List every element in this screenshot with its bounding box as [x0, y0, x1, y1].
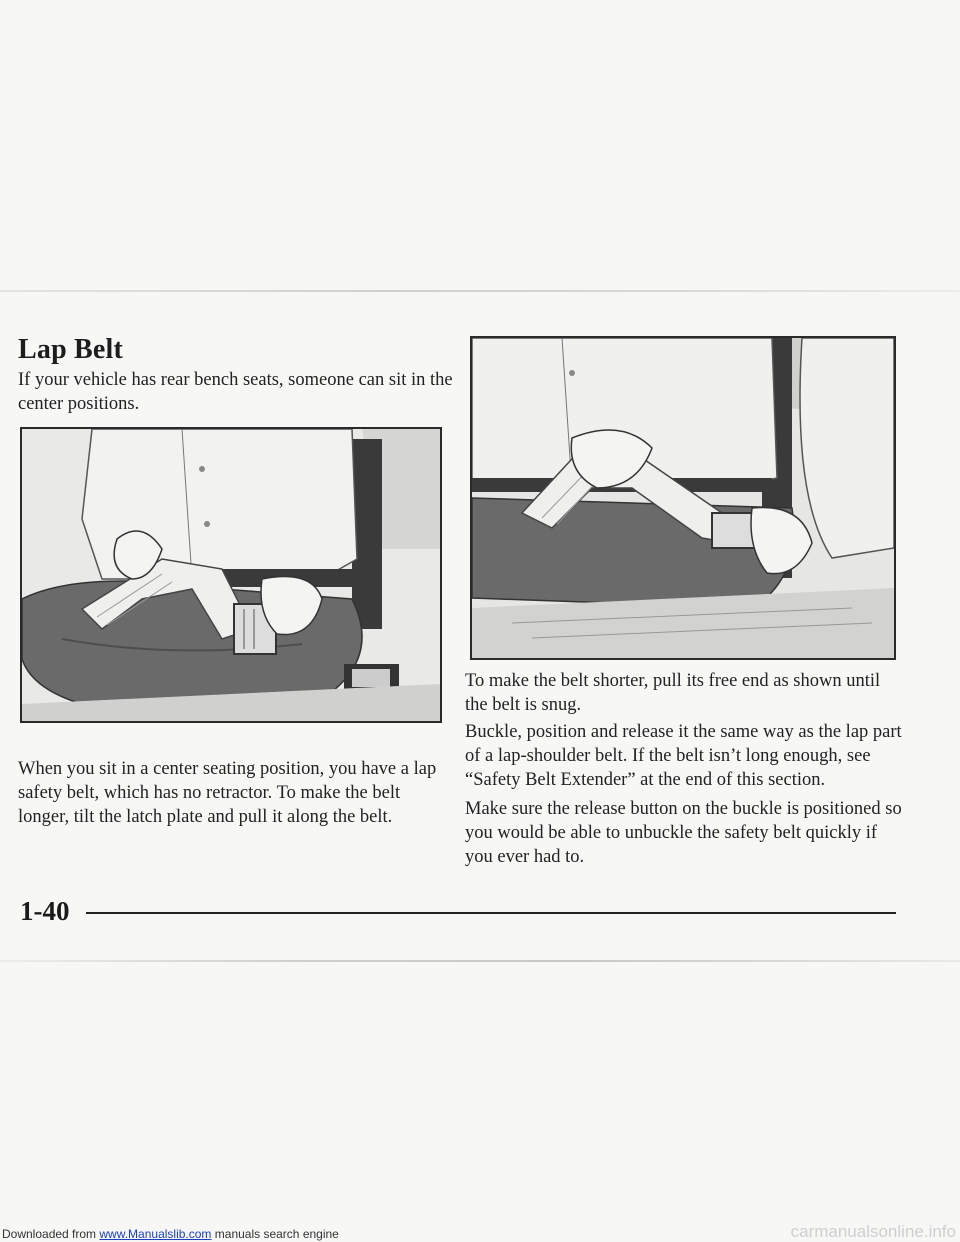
lap-belt-shorten-illustration: [470, 336, 896, 660]
site-watermark: carmanualsonline.info: [790, 1222, 956, 1241]
footer-rule: [86, 912, 896, 914]
shorten-instructions: To make the belt shorter, pull its free end as shown until the belt is snug.: [465, 671, 881, 715]
intro-paragraph: If your vehicle has rear bench seats, someone can sit in the center positions.: [18, 370, 453, 414]
manualslib-link[interactable]: www.Manualslib.com: [99, 1227, 212, 1241]
bottom-rule: [0, 960, 960, 962]
top-rule: [0, 290, 960, 292]
section-title: Lap Belt: [18, 334, 124, 365]
buckle-instructions: Buckle, position and release it the same way as the lap part of a lap-shoulder belt. If the belt isn’t long enough, see “Safety Belt Extender” at the end of this section.: [465, 722, 902, 790]
release-button-note: Make sure the release button on the buckle is positioned so you would be able to unbuckle the safety belt quickly if you ever had to.: [465, 799, 902, 867]
download-note-prefix: Downloaded from: [2, 1227, 100, 1241]
lengthen-instructions: When you sit in a center seating position, you have a lap safety belt, which has no retractor. To make the belt longer, tilt the latch plate and pull it along the belt.: [18, 759, 437, 827]
download-note: [2, 1227, 339, 1241]
lap-belt-lengthen-illustration: [20, 427, 442, 723]
download-note-suffix: manuals search engine: [211, 1227, 339, 1241]
page-number: 1-40: [20, 896, 70, 926]
